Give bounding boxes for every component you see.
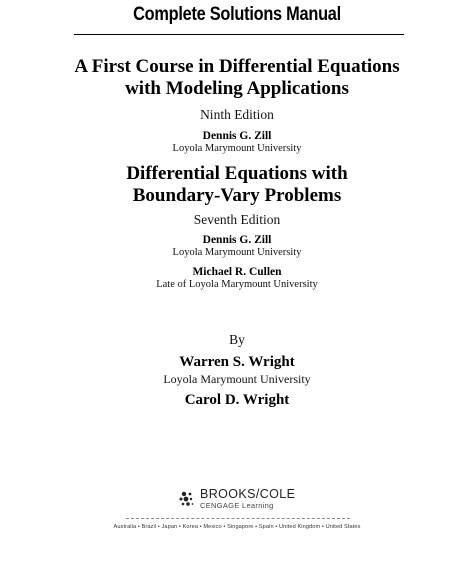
publisher-countries: Australia • Brazil • Japan • Korea • Mexico • Singapore • Spain • United Kingdom • United States bbox=[113, 524, 361, 530]
book2-edition: Seventh Edition bbox=[193, 212, 281, 227]
book2-title-line1: Differential Equations with bbox=[126, 163, 348, 184]
book2-title-line2: Boundary-Vary Problems bbox=[132, 185, 342, 206]
solutions-author1: Warren S. Wright bbox=[179, 354, 295, 370]
book2-author1: Dennis G. Zill bbox=[202, 234, 272, 246]
publisher-name: BROOKS/COLE bbox=[200, 487, 296, 501]
solutions-author1-affiliation: Loyola Marymount University bbox=[163, 372, 311, 386]
solutions-author2: Carol D. Wright bbox=[184, 392, 290, 408]
book2-author2: Michael R. Cullen bbox=[192, 266, 282, 278]
book2-author2-affiliation: Late of Loyola Marymount University bbox=[156, 279, 318, 290]
book2-author1-affiliation: Loyola Marymount University bbox=[172, 247, 302, 258]
manual-header: Complete Solutions Manual bbox=[133, 4, 341, 25]
book1-author-affiliation: Loyola Marymount University bbox=[172, 143, 302, 154]
header-divider bbox=[74, 34, 404, 35]
book1-title-line2: with Modeling Applications bbox=[125, 78, 349, 99]
footer-divider bbox=[126, 518, 350, 519]
book1-author: Dennis G. Zill bbox=[202, 130, 272, 142]
book1-title-line1: A First Course in Differential Equations bbox=[74, 56, 400, 77]
publisher-block bbox=[0, 484, 474, 514]
by-label: By bbox=[229, 332, 245, 347]
publisher-subtitle: CENGAGE Learning bbox=[200, 501, 274, 510]
book1-edition: Ninth Edition bbox=[200, 107, 274, 122]
